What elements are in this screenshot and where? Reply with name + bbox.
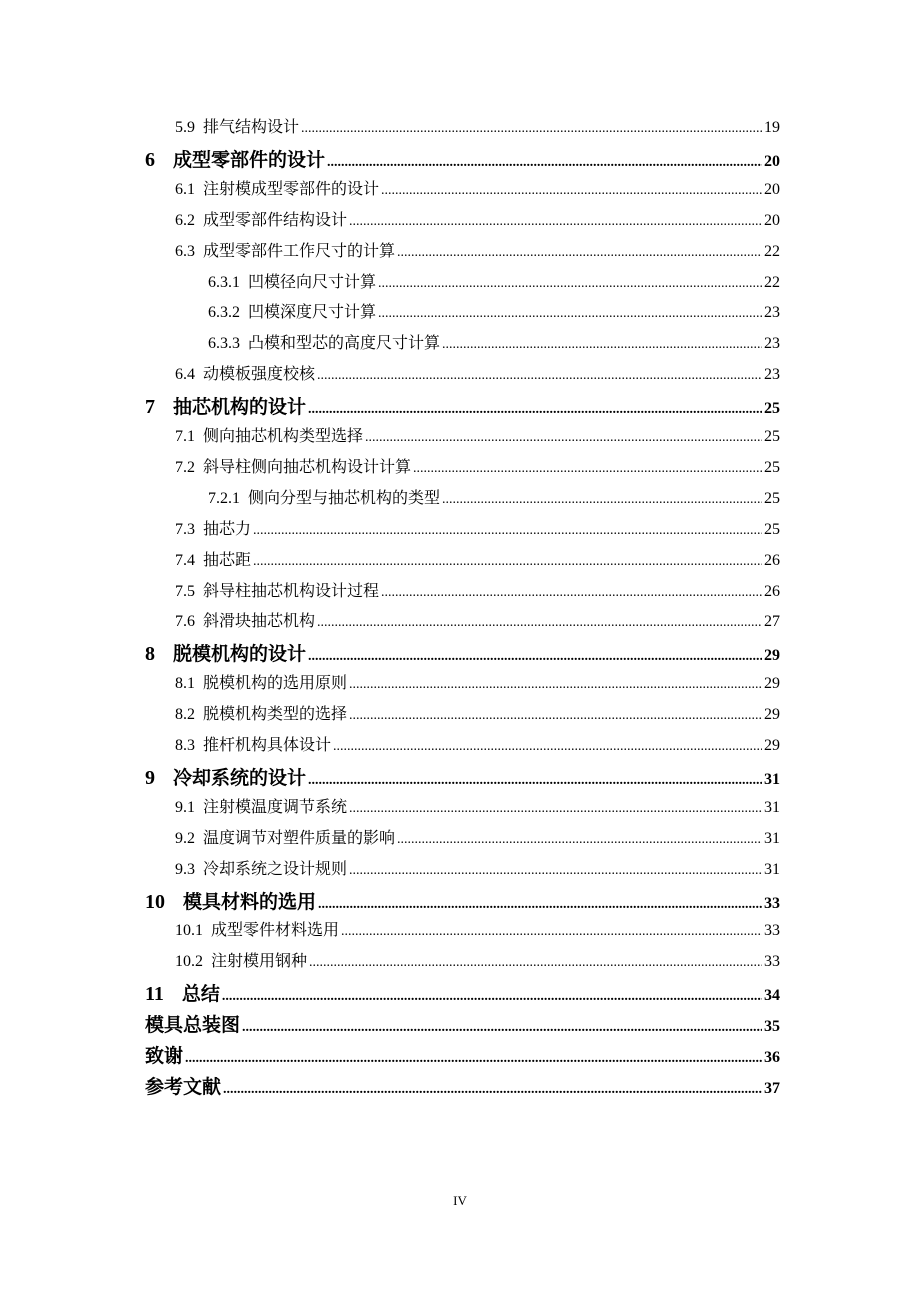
toc-dot-leader <box>308 402 762 418</box>
toc-entry-number: 6.1 <box>175 180 195 198</box>
toc-entry-title: 脱模机构类型的选择 <box>203 704 348 724</box>
toc-entry-title: 斜导柱侧向抽芯机构设计计算 <box>203 456 412 476</box>
toc-entry-page: 31 <box>764 770 780 788</box>
toc-entry[interactable] <box>145 763 780 790</box>
toc-entry[interactable] <box>175 516 780 539</box>
toc-entry-page: 29 <box>764 706 780 724</box>
toc-entry-title: 成型零部件的设计 <box>173 148 326 171</box>
toc-dot-leader <box>381 183 762 199</box>
toc-entry[interactable] <box>175 856 780 879</box>
toc-entry-page: 37 <box>764 1079 780 1097</box>
toc-row[interactable] <box>0 176 920 200</box>
toc-entry-page: 25 <box>764 458 780 476</box>
toc-row[interactable] <box>0 917 920 941</box>
toc-row[interactable] <box>0 516 920 540</box>
toc-entry-page: 27 <box>764 613 780 631</box>
toc-dot-leader <box>253 554 762 570</box>
toc-entry-page: 23 <box>764 304 780 322</box>
toc-entry-page: 23 <box>764 335 780 353</box>
toc-entry-number: 6.3.1 <box>208 273 240 291</box>
toc-row[interactable] <box>0 701 920 725</box>
toc-entry-title: 模具材料的选用 <box>183 890 317 913</box>
toc-row[interactable] <box>0 732 920 756</box>
toc-entry-page: 25 <box>764 428 780 445</box>
toc-dot-leader <box>308 773 762 789</box>
toc-entry-number: 9 <box>145 766 155 789</box>
toc-entry[interactable] <box>208 299 780 322</box>
toc-entry-title: 注射模温度调节系统 <box>203 796 348 816</box>
toc-entry-page: 33 <box>764 922 780 940</box>
toc-dot-leader <box>378 276 762 292</box>
toc-entry-number: 11 <box>145 983 164 1006</box>
toc-dot-leader <box>301 121 762 137</box>
toc-entry-title: 成型零部件工作尺寸的计算 <box>203 240 396 260</box>
toc-row[interactable] <box>0 423 920 447</box>
toc-dot-leader <box>349 677 762 693</box>
toc-entry[interactable] <box>175 114 780 137</box>
toc-entry-number: 8 <box>145 643 155 666</box>
toc-dot-leader <box>442 492 762 508</box>
toc-entry[interactable] <box>175 176 780 199</box>
toc-row[interactable] <box>0 392 920 419</box>
toc-entry-title: 斜滑块抽芯机构 <box>203 611 316 631</box>
toc-entry-page: 34 <box>764 987 780 1005</box>
toc-entry-page: 29 <box>764 737 780 754</box>
toc-entry[interactable] <box>175 238 780 261</box>
toc-row[interactable] <box>0 887 920 911</box>
toc-entry-number: 6.3 <box>175 242 195 260</box>
toc-row[interactable] <box>0 454 920 478</box>
toc-entry[interactable] <box>175 732 780 755</box>
toc-entry[interactable] <box>145 1010 780 1037</box>
toc-entry[interactable] <box>208 269 780 292</box>
toc-dot-leader <box>317 615 762 631</box>
toc-entry-title: 抽芯机构的设计 <box>173 396 307 419</box>
toc-entry-number: 6.3.3 <box>208 335 240 353</box>
toc-entry-number: 6.3.2 <box>208 304 240 322</box>
toc-row[interactable] <box>0 1041 920 1065</box>
toc-entry-page: 25 <box>764 489 780 507</box>
toc-dot-leader <box>397 832 762 848</box>
toc-entry-number: 9.2 <box>175 829 195 847</box>
toc-entry-title: 冷却系统之设计规则 <box>203 858 348 878</box>
toc-entry-page: 19 <box>764 119 780 136</box>
toc-dot-leader <box>413 461 762 477</box>
toc-entry-page: 36 <box>764 1049 780 1066</box>
toc-entry[interactable] <box>208 330 780 353</box>
toc-entry-page: 26 <box>764 551 780 569</box>
toc-entry-number: 9.1 <box>175 798 195 816</box>
toc-dot-leader <box>185 1051 762 1067</box>
toc-row[interactable] <box>0 794 920 818</box>
toc-row[interactable] <box>0 485 920 509</box>
toc-row[interactable] <box>0 207 920 231</box>
toc-entry[interactable] <box>175 423 780 446</box>
toc-entry[interactable] <box>145 1072 780 1099</box>
toc-entry[interactable] <box>175 547 780 570</box>
toc-entry-number: 6 <box>145 148 155 171</box>
toc-dot-leader <box>327 155 762 171</box>
toc-entry-page: 33 <box>764 953 780 971</box>
toc-entry-title: 排气结构设计 <box>203 117 300 136</box>
toc-row[interactable] <box>0 763 920 787</box>
toc-entry-title: 成型零件材料选用 <box>211 920 340 940</box>
toc-row[interactable] <box>0 856 920 880</box>
toc-entry-number: 5.9 <box>175 119 195 136</box>
toc-dot-leader <box>222 989 762 1005</box>
toc-entry-number: 6.2 <box>175 211 195 229</box>
toc-entry-number: 10.2 <box>175 953 203 971</box>
toc-entry-page: 20 <box>764 152 780 170</box>
toc-row[interactable] <box>0 114 920 138</box>
toc-entry[interactable] <box>175 794 780 817</box>
toc-row[interactable] <box>0 269 920 293</box>
toc-dot-leader <box>397 245 762 261</box>
toc-entry-title: 侧向抽芯机构类型选择 <box>203 426 364 445</box>
toc-row[interactable] <box>0 361 920 385</box>
toc-entry[interactable] <box>175 608 780 631</box>
toc-entry-page: 35 <box>764 1018 780 1036</box>
page-number-footer: IV <box>453 1193 467 1208</box>
toc-row[interactable] <box>0 238 920 262</box>
toc-entry-title: 侧向分型与抽芯机构的类型 <box>248 487 441 507</box>
toc-entry-title: 凹模深度尺寸计算 <box>248 302 377 322</box>
toc-entry-title: 脱模机构的选用原则 <box>203 673 348 693</box>
toc-entry-page: 20 <box>764 211 780 229</box>
toc-entry-page: 22 <box>764 242 780 260</box>
toc-entry-number: 7 <box>145 396 155 419</box>
toc-dot-leader <box>378 306 762 322</box>
toc-dot-leader <box>333 739 762 755</box>
toc-dot-leader <box>318 897 762 913</box>
toc-entry-title: 抽芯力 <box>203 518 252 538</box>
toc-row[interactable] <box>0 825 920 849</box>
toc-row[interactable] <box>0 299 920 323</box>
toc-entry-page: 31 <box>764 829 780 847</box>
toc-entry-page: 33 <box>764 894 780 912</box>
toc-entry[interactable] <box>175 454 780 477</box>
toc-entry-page: 31 <box>764 798 780 816</box>
toc-dot-leader <box>242 1020 762 1036</box>
toc-row[interactable] <box>0 578 920 602</box>
toc-entry-title: 总结 <box>181 983 220 1006</box>
toc-entry-page: 20 <box>764 180 780 198</box>
toc-entry-page: 29 <box>764 675 780 693</box>
toc-dot-leader <box>253 523 762 539</box>
toc-entry[interactable] <box>208 485 780 508</box>
toc-dot-leader <box>309 955 762 971</box>
toc-entry-title: 成型零部件结构设计 <box>203 209 348 229</box>
toc-row[interactable] <box>0 145 920 169</box>
toc-entry-page: 31 <box>764 860 780 878</box>
toc-entry[interactable] <box>175 361 780 384</box>
toc-dot-leader <box>365 430 762 446</box>
toc-entry-number: 8.1 <box>175 675 195 693</box>
toc-entry-number: 7.4 <box>175 551 195 569</box>
toc-entry-page: 23 <box>764 366 780 384</box>
toc-entry[interactable] <box>175 701 780 724</box>
toc-entry-number: 8.3 <box>175 737 195 754</box>
toc-entry[interactable] <box>175 825 780 848</box>
toc-entry-title: 模具总装图 <box>145 1014 241 1037</box>
toc-row[interactable] <box>0 670 920 694</box>
toc-dot-leader <box>223 1082 762 1098</box>
toc-dot-leader <box>381 585 762 601</box>
toc-entry-number: 10.1 <box>175 922 203 940</box>
toc-entry[interactable] <box>145 887 780 914</box>
toc-entry[interactable] <box>145 145 780 172</box>
toc-entry-number: 10 <box>145 890 165 913</box>
toc-row[interactable] <box>0 639 920 666</box>
toc-dot-leader <box>308 649 762 665</box>
toc-entry-number: 7.2.1 <box>208 489 240 507</box>
toc-entry[interactable] <box>175 578 780 601</box>
toc-entry-number: 8.2 <box>175 706 195 724</box>
toc-entry[interactable] <box>175 948 780 971</box>
toc-entry-title: 致谢 <box>145 1045 184 1067</box>
toc-entry-title: 注射模用钢种 <box>211 951 308 971</box>
toc-row[interactable] <box>0 608 920 632</box>
toc-entry-title: 冷却系统的设计 <box>173 766 307 789</box>
toc-entry-title: 动模板强度校核 <box>203 364 316 384</box>
toc-row[interactable] <box>0 979 920 1006</box>
toc-entry-number: 7.2 <box>175 458 195 476</box>
toc-dot-leader <box>341 924 762 940</box>
toc-dot-leader <box>317 368 762 384</box>
toc-entry[interactable] <box>145 1041 780 1068</box>
toc-entry[interactable] <box>145 979 780 1006</box>
toc-entry-title: 抽芯距 <box>203 549 252 569</box>
toc-row[interactable] <box>0 330 920 354</box>
toc-entry[interactable] <box>175 917 780 940</box>
toc-entry[interactable] <box>145 392 780 419</box>
toc-dot-leader <box>349 214 762 230</box>
toc-row[interactable] <box>0 547 920 571</box>
toc-dot-leader <box>349 863 762 879</box>
toc-entry-title: 凹模径向尺寸计算 <box>248 271 377 291</box>
toc-entry[interactable] <box>145 639 780 666</box>
toc-entry-title: 脱模机构的设计 <box>173 643 307 666</box>
toc-row[interactable] <box>0 1010 920 1037</box>
toc-entry-page: 22 <box>764 273 780 291</box>
toc-row[interactable] <box>0 948 920 972</box>
toc-entry[interactable] <box>175 670 780 693</box>
toc-entry-title: 凸模和型芯的高度尺寸计算 <box>248 333 441 353</box>
toc-entry-page: 29 <box>764 647 780 665</box>
toc-entry-title: 温度调节对塑件质量的影响 <box>203 827 396 847</box>
toc-entry-title: 注射模成型零部件的设计 <box>203 178 380 198</box>
toc-dot-leader <box>442 337 762 353</box>
toc-entry-number: 7.1 <box>175 428 195 445</box>
toc-entry-number: 7.5 <box>175 582 195 600</box>
toc-entry-page: 26 <box>764 582 780 600</box>
toc-row[interactable] <box>0 1072 920 1096</box>
toc-entry[interactable] <box>175 207 780 230</box>
toc-entry-title: 参考文献 <box>145 1075 222 1098</box>
toc-entry-number: 7.3 <box>175 520 195 538</box>
toc-dot-leader <box>349 708 762 724</box>
toc-entry-page: 25 <box>764 400 780 418</box>
toc-dot-leader <box>349 801 762 817</box>
toc-entry-number: 9.3 <box>175 860 195 878</box>
toc-entry-page: 25 <box>764 520 780 538</box>
toc-entry-title: 斜导柱抽芯机构设计过程 <box>203 580 380 600</box>
toc-entry-title: 推杆机构具体设计 <box>203 735 332 754</box>
toc-entry-number: 6.4 <box>175 366 195 384</box>
toc-entry-number: 7.6 <box>175 613 195 631</box>
